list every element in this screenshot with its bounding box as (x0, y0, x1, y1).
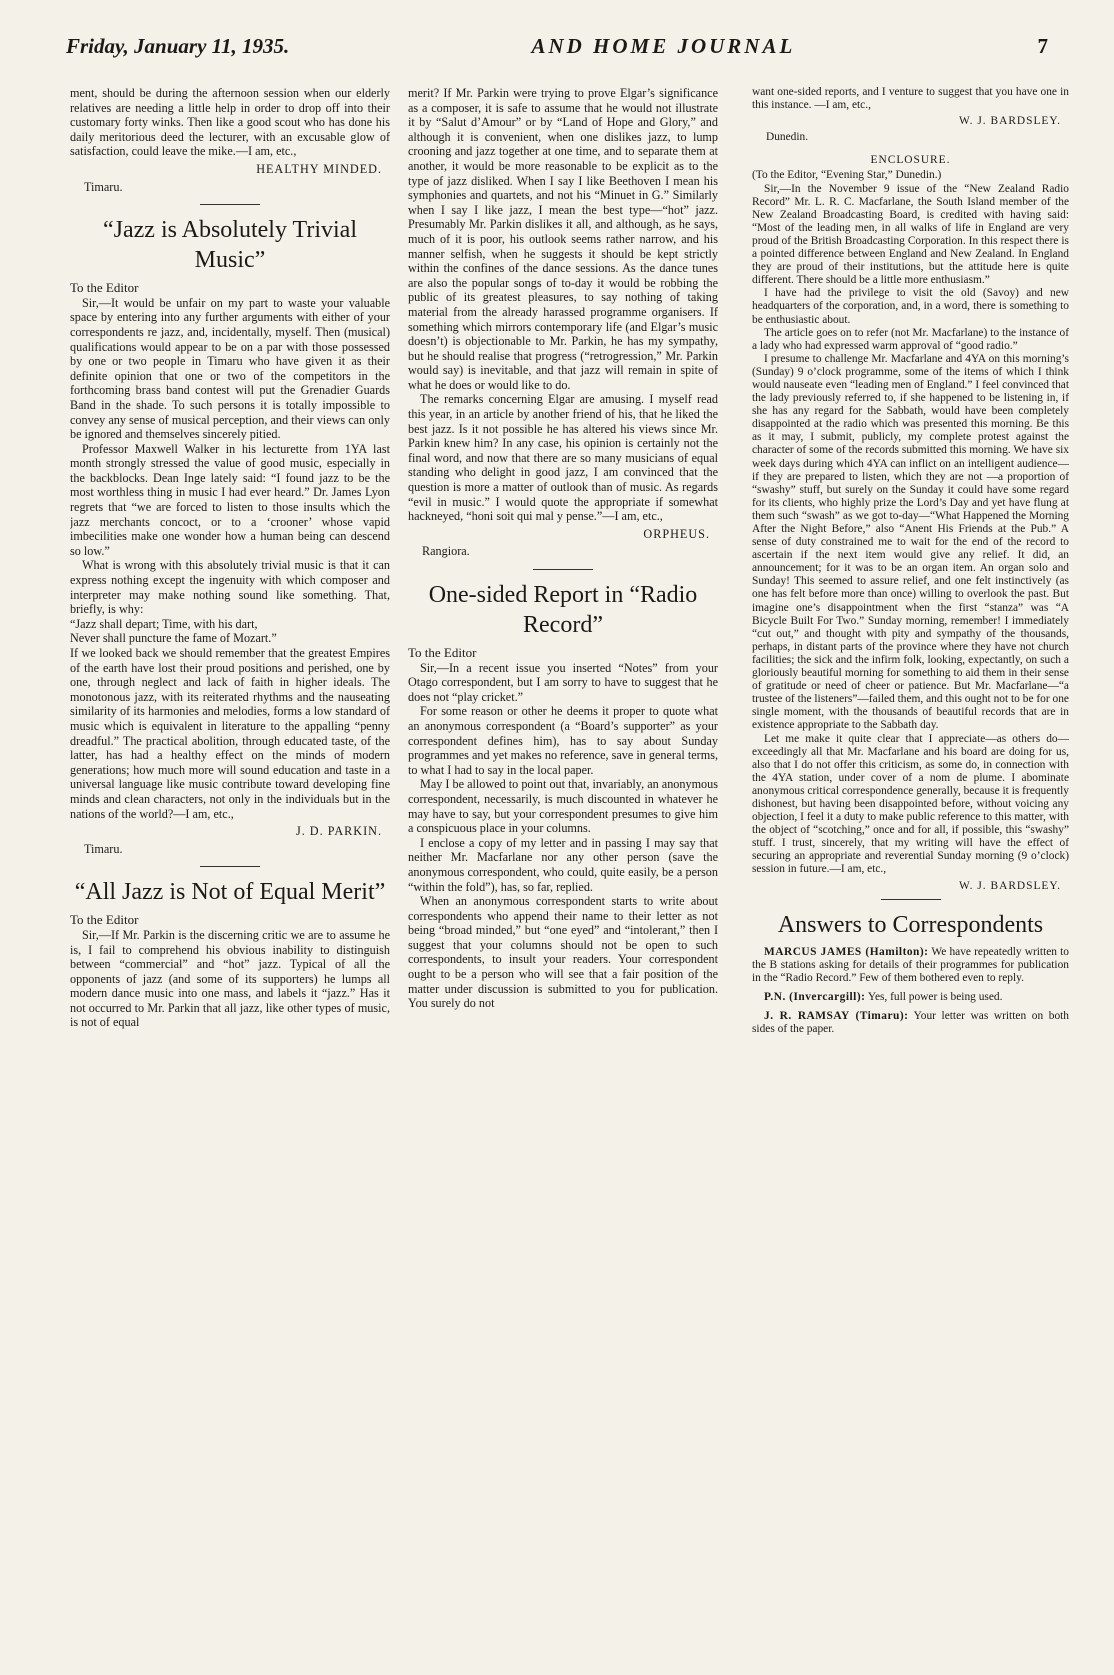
column-2 (408, 86, 718, 1635)
answer-text: We have repeatedly written to the B stations asking for details of their programmes for publication in the “Radio Record.” Few of them bothered even to reply. (752, 945, 1069, 984)
to-the-editor: To the Editor (70, 280, 139, 296)
signature: ORPHEUS. (643, 526, 710, 541)
paragraph: Sir,—It would be unfair on my part to waste your valuable space by entering into any further arguments with either of your correspondents re jazz, and, incidentally, myself. Then (musical) qualifications would appear to be on a par with those possessed by one or two people in Timaru who have given it as their definite opinion that one or two of the competitors in the forthcoming brass band contest will put the Grenadier Guards Band in the shade. To such persons it is totally impossible to convey any sense of musical perception, and their views can only be ignored and themselves sincerely pitied. (70, 295, 390, 442)
paragraph: merit? If Mr. Parkin were trying to prove Elgar’s significance as a composer, it is safe to assume that he would not illustrate it by “Salut d’Amour” or by “Land of Hope and Glory,” and although it is convenient, when one dislikes jazz, to lump crooning and jazz together at one time, and to separate them at another, it would be more reasonable to be explicit as to the type of jazz disliked. When I say I like Beethoven I mean his symphonies and quartets, and not his “Minuet in G.” Similarly when I say I like jazz, I mean the best type—“hot” jazz. Presumably Mr. Parkin dislikes it all, and although, as he says, much of it is poor, his outlook seems rather narrow, and his manner selfish, when he suggests it should be kept strictly within the confines of the dance sessions. As the dance tunes are also the popular songs of to-day it would be robbing the public of its greatest pleasures, to say nothing of taking material from the already harassed programme organisers. If something which mirrors contemporary life (and Elgar’s music doesn’t) is objectionable to Mr. Parkin, he has my sympathy, but he should realise that progress (“retrogression,” Mr. Parkin would say) is inevitable, and that jazz will remain in spite of what he does or would like to do. (408, 86, 718, 392)
answer-name: MARCUS JAMES (Hamilton): (764, 945, 929, 958)
paragraph: Professor Maxwell Walker in his lecturette from 1YA last month strongly stressed the value of good music, especially in the backblocks. Dean Inge lately said: “I found jazz to be the most worthless thing in music I had ever heard.” Dr. James Lyon regrets that “we are forced to listen to those insults which the jazz merchants concoct, or to a ‘crooner’ whose vapid imbecilities make one wonder how a human being can descend so low.” (70, 441, 390, 558)
page-header (66, 34, 1048, 74)
verse (70, 617, 390, 646)
divider (881, 899, 941, 900)
paragraph: I have had the privilege to visit the old (Savoy) and new headquarters of the corporation, and, in a word, there is something to be enthusiastic about. (752, 287, 1069, 326)
header-publication: AND HOME JOURNAL (531, 34, 796, 58)
paragraph: When an anonymous correspondent starts to write about correspondents who append their name to their letter as not being “broad minded,” but “one eyed” and “intolerant,” then I suggest that your columns should not be open to such correspondents, to insult your readers. Your correspondent ought to be a person who will see that a fair position of the matter under discussion is submitted to you for publication. You surely do not (408, 894, 718, 1011)
column-3 (752, 86, 1069, 1635)
paragraph: What is wrong with this absolutely trivial music is that it can express nothing except the ingenuity with which composer and interpreter may make nothing sound like something. That, briefly, is why: (70, 558, 390, 617)
answer-item (752, 946, 1069, 985)
answer-item (752, 991, 1069, 1004)
to-the-editor: To the Editor (408, 645, 477, 660)
paragraph: For some reason or other he deems it proper to quote what an anonymous correspondent (a “Board’s supporter” as your correspondent defines him), has to say about Sunday programmes and yet makes no reference, save in general terms, to what I had to say in the local paper. (408, 704, 718, 777)
signature: HEALTHY MINDED. (256, 161, 382, 176)
to-the-editor: To the Editor (70, 912, 139, 928)
place: Timaru. (84, 841, 123, 856)
paragraph: Sir,—If Mr. Parkin is the discerning critic we are to assume he is, I fail to comprehend his obvious inability to distinguish between “commercial” and “hot” jazz. Typical of all the opponents of jazz (and some of its supporters) he lumps all modern dance music into one mass, and labels it “jazz.” Has it not occurred to Mr. Parkin that all jazz, like other types of music, is not of equal (70, 927, 390, 1030)
headline-all-jazz: “All Jazz is Not of Equal Merit” (74, 879, 386, 906)
headline-jazz-trivial: “Jazz is Absolutely Trivial Music” (103, 217, 357, 274)
answer-name: J. R. RAMSAY (Timaru): (764, 1010, 909, 1022)
place: Dunedin. (766, 131, 809, 144)
answers-section (752, 910, 1069, 1037)
paragraph: If we looked back we should remember that the greatest Empires of the earth have lost their proud positions and perished, one by one, through neglect and lack of faith in higher ideals. The monotonous jazz, with its reiterated rhythms and the nauseating similarity of its harmonies and melodies, forms a low standard of music which is equivalent in literature to the appalling “penny dreadful.” The practical abolition, through educated taste, of the latter, has had a healthy effect on the minds of modern generations; how much more will sound education and taste in a universal language like music contribute toward developing fine minds and clean characters, not only in the individuals but in the nations of the world?—I am, etc., (70, 646, 390, 821)
paragraph: Sir,—In the November 9 issue of the “New Zealand Radio Record” Mr. L. R. C. Macfarlane, the South Island member of the New Zealand Broadcasting Board, is credited with having said: “Most of the leading men, in all walks of life in England are very proud of the British Broadcasting Corporation. In this respect there is a pointed difference between England and New Zealand. In England they are proud of their institutions, but the attitude here is quite different. There should be a little more enthusiasm.” (752, 182, 1069, 287)
verse-line: Never shall puncture the fame of Mozart.” (70, 631, 277, 646)
paragraph: ment, should be during the afternoon session when our elderly relatives are needing a little help in order to drop off into their customary forty winks. Then like a good scout who has done his daily meritorious deed the lecturer, with an excusable glow of satisfaction, could leave the mike.—I am, etc., (70, 86, 390, 159)
answer-text: Your letter was written on both sides of the paper. (752, 1010, 1069, 1036)
answer-name: P.N. (Invercargill): (764, 990, 866, 1003)
paragraph: Sir,—In a recent issue you inserted “Notes” from your Otago correspondent, but I am sorry to have to suggest that he does not “play cricket.” (408, 660, 718, 704)
signature: J. D. PARKIN. (295, 824, 382, 839)
enclosure-title: ENCLOSURE. (870, 154, 951, 167)
column-1 (70, 86, 390, 1635)
paragraph: want one-sided reports, and I venture to suggest that you have one in this instance. —I am, etc., (752, 86, 1069, 112)
enclosure-to: (To the Editor, “Evening Star,” Dunedin.) (752, 169, 942, 182)
paragraph: Let me make it quite clear that I appreciate—as others do—exceedingly all that Mr. Macfarlane and his board are doing for us, also that I do not offer this criticism, as some do, in connection with the 4YA station, under cover of a nom de plume. I abominate anonymous critical correspondence generally, because it is frequently dishonest, but having been disappointed before, without voicing any objection, I feel it a duty to make public reference to this matter, with the object of “scotching,” once and for all, if possible, this “swashy” stuff. I trust, sincerely, that my writing will have the effect of securing an appropriate and reverential Sunday morning (9 o’clock) session in future.—I am, etc., (752, 732, 1069, 876)
paragraph: The article goes on to refer (not Mr. Macfarlane) to the instance of a lady who had expressed warm approval of “good radio.” (752, 326, 1069, 352)
headline-one-sided-report: One-sided Report in “Radio Record” (428, 582, 698, 638)
paragraph: May I be allowed to point out that, invariably, an anonymous correspondent, necessarily, is much discounted in whatever he may have to say, but your correspondent presumes to give him a conspicuous place in your columns. (408, 777, 718, 836)
headline-answers: Answers to Correspondents (777, 911, 1044, 938)
paragraph: I presume to challenge Mr. Macfarlane and 4YA on this morning’s (Sunday) 9 o’clock programme, some of the items of which I think would nauseate even “leading men of England.” I feel convinced that the lady previously referred to, if she happened to be listening in, if she has any regard for the Sabbath, would have been completely disappointed at the radio which was presented this morning. Be this as it may, I submit, publicly, my complete protest against the character of some of the records submitted this morning. We have six week days during which 4YA can inflict on an intelligent audience—if they are prepared to listen, which they are not —a proportion of “swashy” stuff, but surely on the Sunday it could have some regard for its clients, who highly prize the Lord’s Day and yet have flung at them such “swash” as we got to-day—“What Happened the Morning After the Night Before,” also “Anent His Friends at the Pub.” A sense of duty constrained me to wait for the end of the record to ascertain if the next item would give any relief. It did, an announcement; for it was to be an organ item. An organ solo and Sunday! This seemed to assure relief, and one felt instinctively (as one has felt before more than once) willing to overlook the past. But imagine one’s disappointment when the first “stanza” was “A Bicycle Built For Two.” Sunday morning, remember! I immediately “cut out,” and thought with pity and sympathy of the thousands, perhaps, in distant parts of the province where they have not church facilities; the sick and the infirm folk, looking, expectantly, on such a gloriously beautiful morning for something to aid them in their sense of gratitude or need of cheer or patience. But Mr. Macfarlane—“a trustee of the listeners”—failed them, and this ought not to be for one single moment, with the thousands of beautiful records that are in existence appropriate to the Sabbath day. (752, 352, 1069, 732)
answer-item (752, 1010, 1069, 1036)
divider (200, 866, 260, 867)
page-number: 7 (1037, 34, 1048, 58)
divider (200, 204, 260, 205)
signature: W. J. BARDSLEY. (958, 115, 1061, 128)
signature: W. J. BARDSLEY. (958, 879, 1061, 892)
paragraph: I enclose a copy of my letter and in passing I may say that neither Mr. Macfarlane nor any other person (save the anonymous correspondent, who could, quite easily, be a person “within the fold”), has, so far, replied. (408, 835, 718, 894)
divider (533, 569, 593, 570)
answer-text: Yes, full power is being used. (865, 990, 1003, 1003)
header-date: Friday, January 11, 1935. (66, 34, 290, 58)
paragraph: The remarks concerning Elgar are amusing. I myself read this year, in an article by another friend of his, that he liked the best jazz. Is it not possible he has altered his views since Mr. Parkin knew him? In any case, his opinion is certainly not the final word, and now that there are so many musicians of equal standing who delight in good jazz, I am convinced that the question is more a matter of outlook than of music. As regards “evil in music.” I would quote the appropriate if somewhat hackneyed, “honi soit qui mal y pense.”—I am, etc., (408, 392, 718, 524)
place: Rangiora. (422, 544, 470, 559)
verse-line: “Jazz shall depart; Time, with his dart, (70, 616, 258, 631)
place: Timaru. (84, 179, 123, 194)
